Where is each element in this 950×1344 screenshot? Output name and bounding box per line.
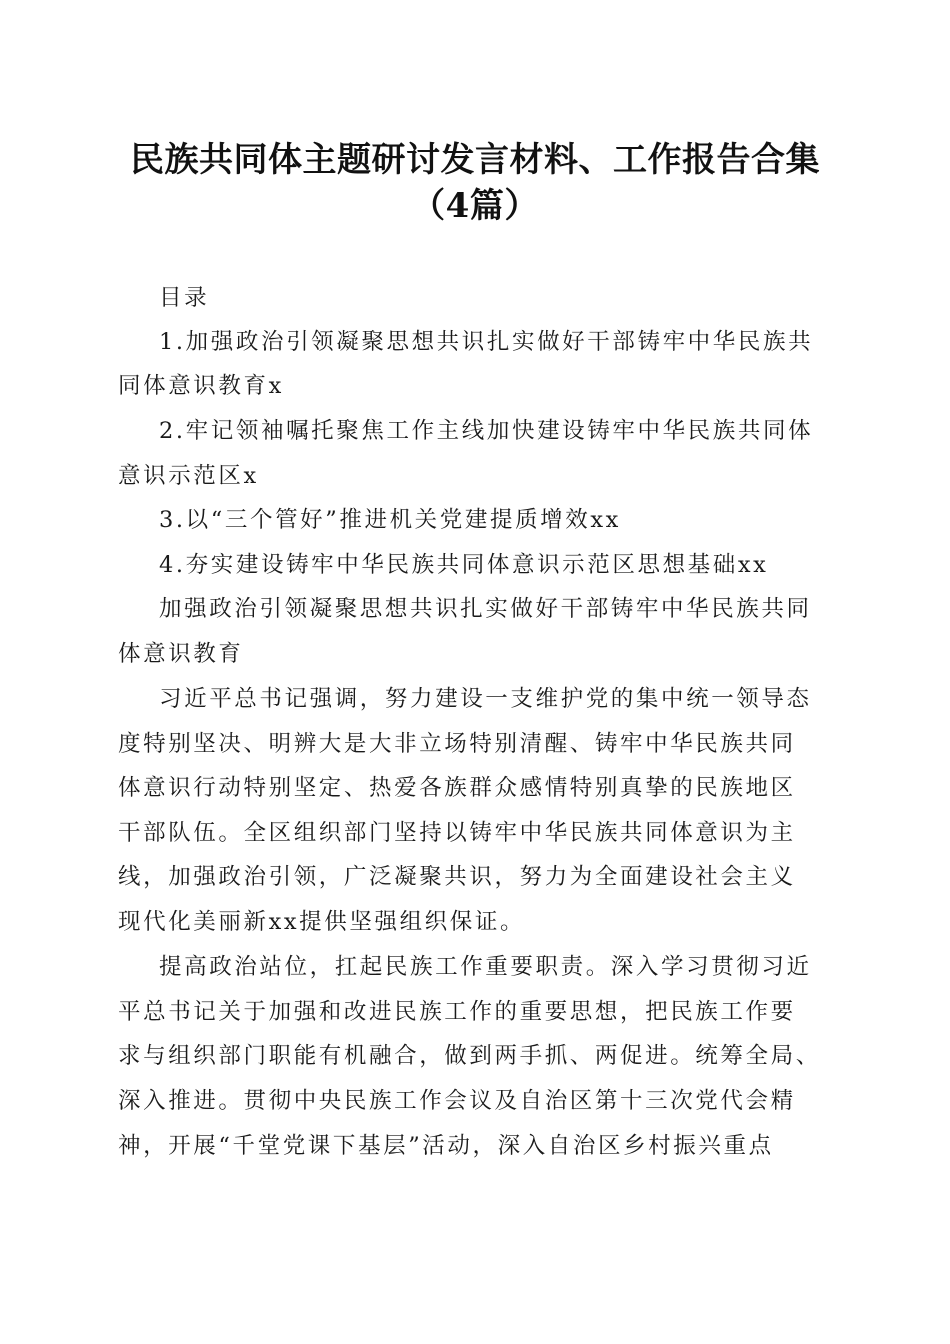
toc-item-4: 4.夯实建设铸牢中华民族共同体意识示范区思想基础xx bbox=[159, 552, 769, 578]
toc-item-2: 2.牢记领袖嘱托聚焦工作主线加快建设铸牢中华民族共同体 bbox=[159, 418, 814, 444]
paragraph-1-line: 体意识行动特别坚定、热爱各族群众感情特别真挚的民族地区 bbox=[118, 775, 796, 801]
article-heading: 加强政治引领凝聚思想共识扎实做好干部铸牢中华民族共同 bbox=[159, 596, 812, 622]
paragraph-1-line: 线，加强政治引领，广泛凝聚共识，努力为全面建设社会主义 bbox=[118, 864, 796, 890]
toc-item-1-cont: 同体意识教育x bbox=[118, 373, 284, 399]
paragraph-1-line: 习近平总书记强调，努力建设一支维护党的集中统一领导态 bbox=[159, 686, 812, 712]
paragraph-2-line: 神，开展“千堂党课下基层”活动，深入自治区乡村振兴重点 bbox=[118, 1133, 774, 1159]
article-heading-cont: 体意识教育 bbox=[118, 641, 244, 667]
document-title: 民族共同体主题研讨发言材料、工作报告合集 bbox=[130, 140, 820, 180]
toc-item-2-cont: 意识示范区x bbox=[118, 463, 259, 489]
toc-item-3: 3.以“三个管好”推进机关党建提质增效xx bbox=[159, 507, 621, 533]
document-title-count: （4篇） bbox=[411, 186, 539, 226]
paragraph-1-line: 干部队伍。全区组织部门坚持以铸牢中华民族共同体意识为主 bbox=[118, 820, 796, 846]
toc-heading: 目录 bbox=[159, 285, 210, 311]
toc-item-1: 1.加强政治引领凝聚思想共识扎实做好干部铸牢中华民族共 bbox=[159, 329, 814, 355]
paragraph-1-line: 度特别坚决、明辨大是大非立场特别清醒、铸牢中华民族共同 bbox=[118, 731, 796, 757]
paragraph-1-line: 现代化美丽新xx提供坚强组织保证。 bbox=[118, 909, 526, 935]
paragraph-2-line: 平总书记关于加强和改进民族工作的重要思想，把民族工作要 bbox=[118, 999, 796, 1025]
paragraph-2-line: 深入推进。贯彻中央民族工作会议及自治区第十三次党代会精 bbox=[118, 1088, 796, 1114]
paragraph-2-line: 提高政治站位，扛起民族工作重要职责。深入学习贯彻习近 bbox=[159, 954, 812, 980]
paragraph-2-line: 求与组织部门职能有机融合，做到两手抓、两促进。统筹全局、 bbox=[118, 1043, 821, 1069]
